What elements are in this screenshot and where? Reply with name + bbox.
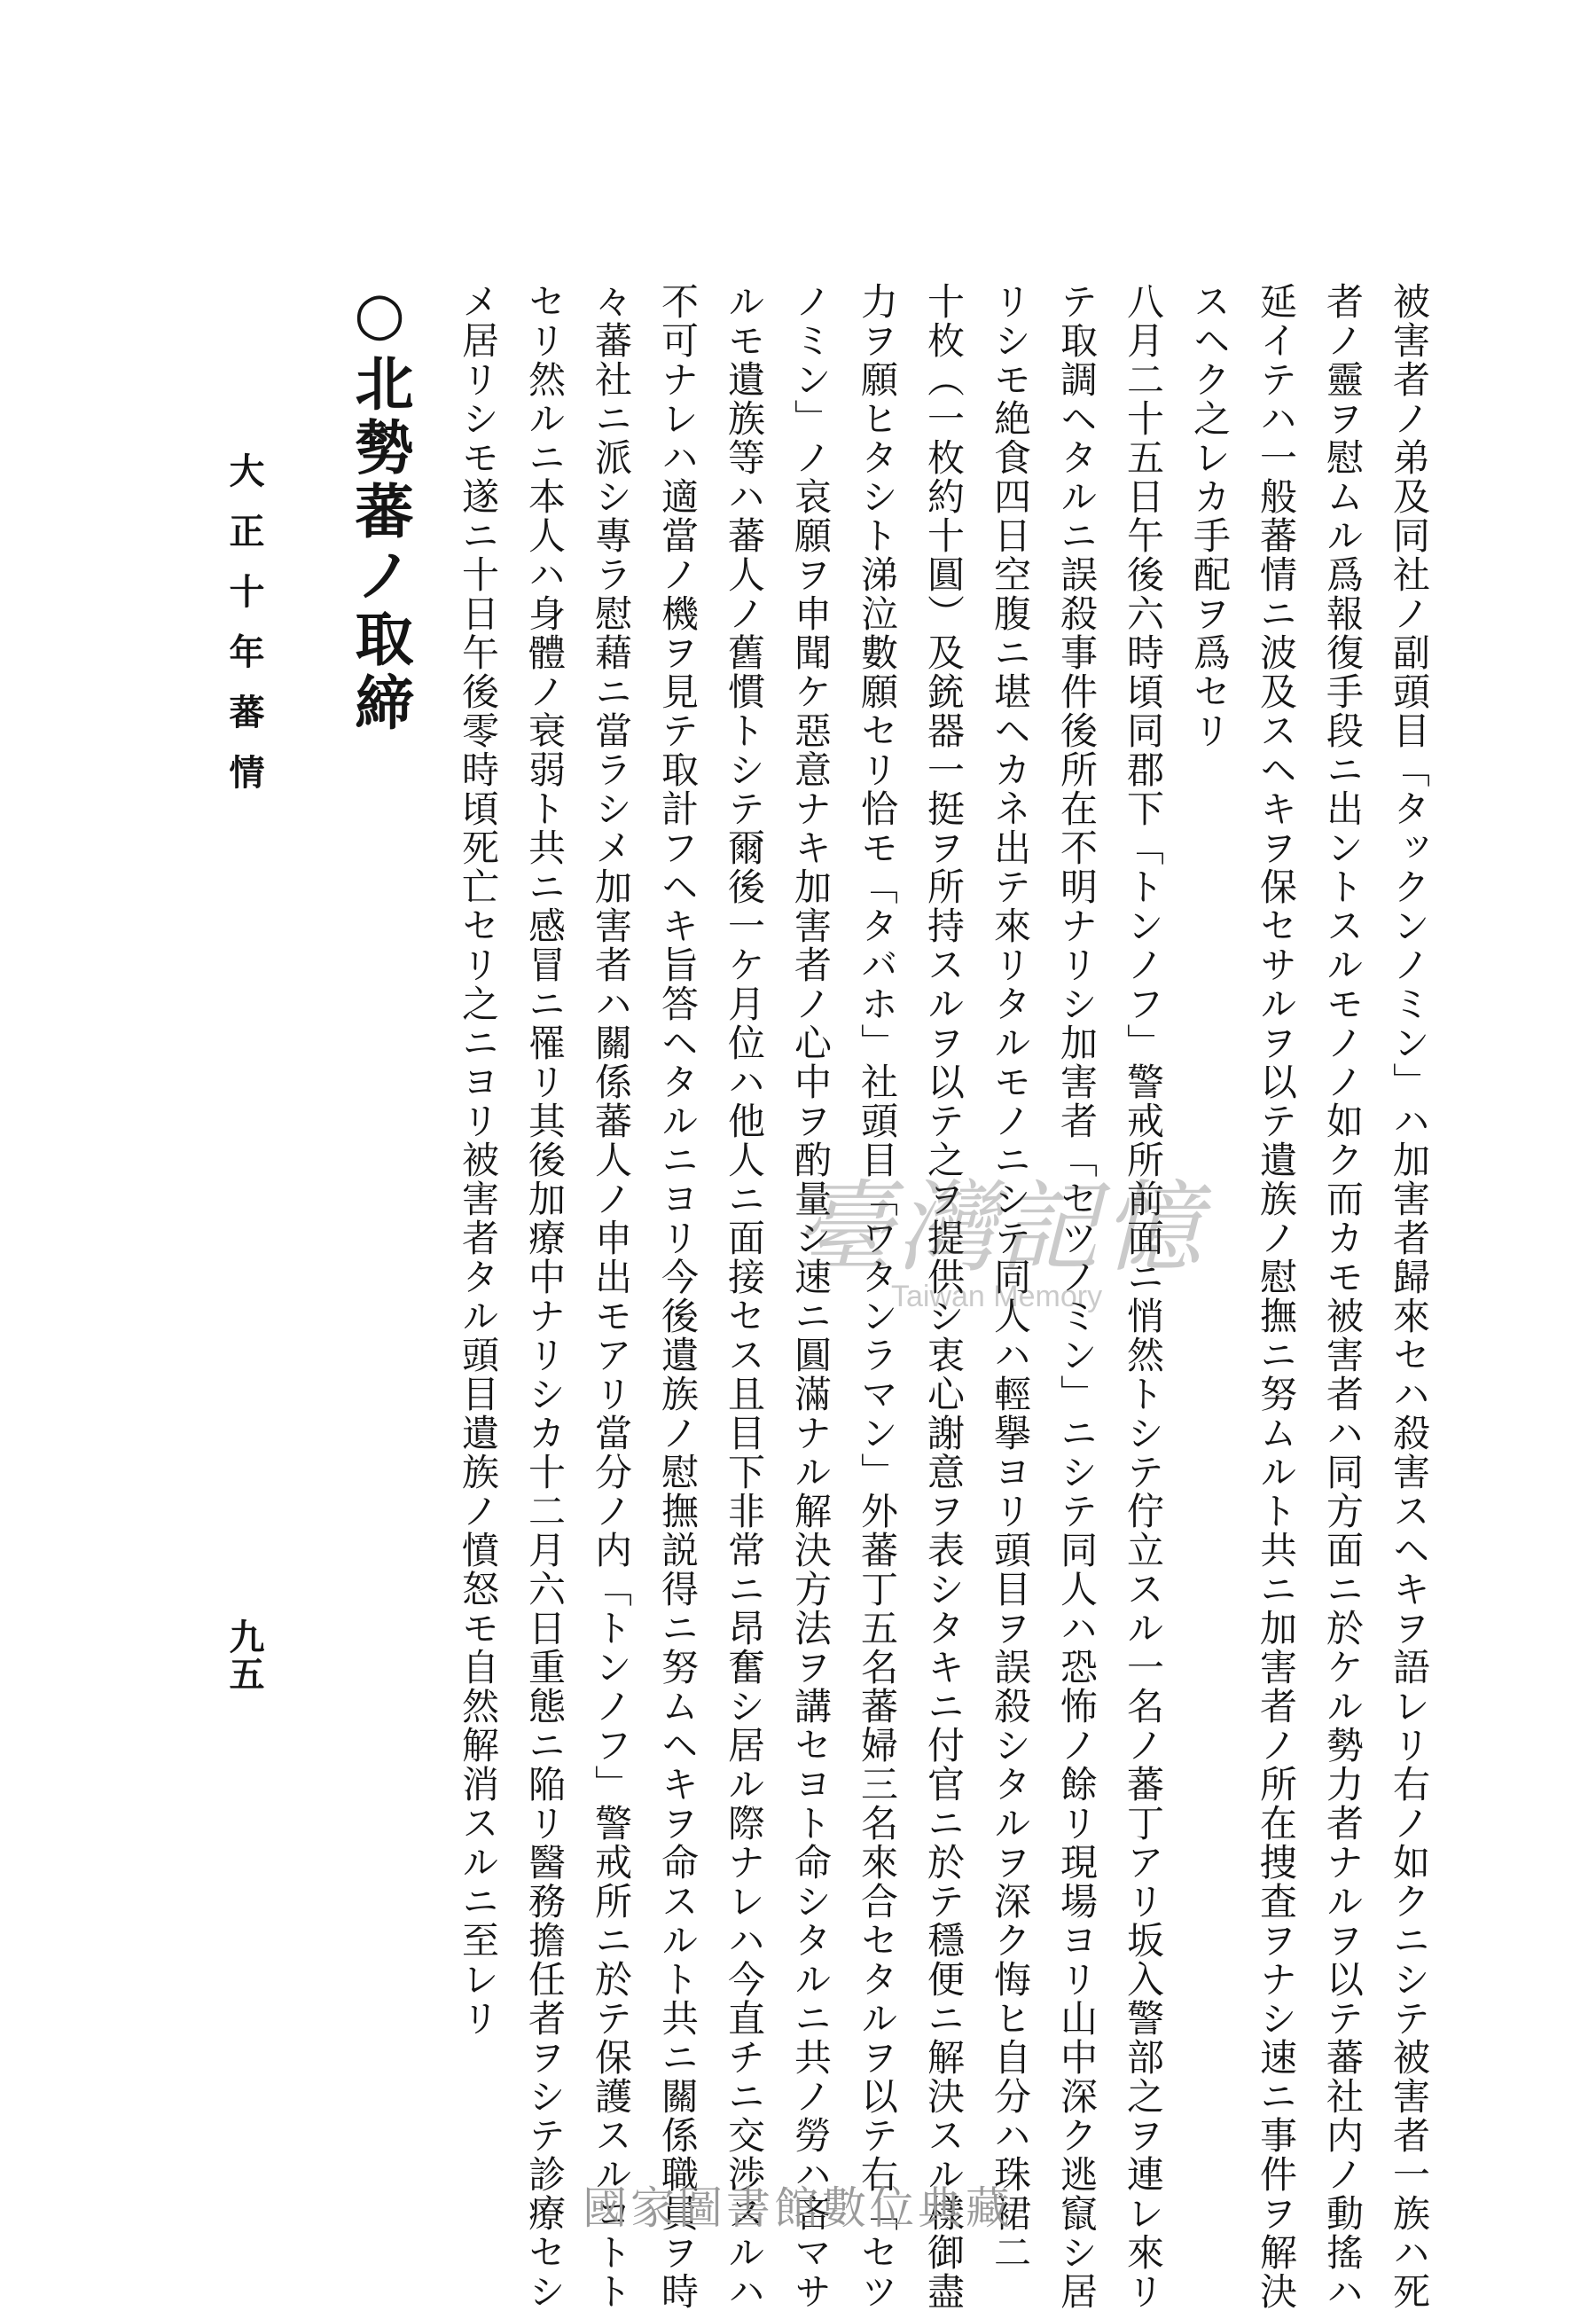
text-column: 者ノ靈ヲ慰ムル爲報復手段ニ出ントスルモノノ如ク而カモ被害者ハ同方面ニ於ケル勢力者ナルヲ以テ蕃社内ノ動搖ハ: [1321, 282, 1365, 2311]
text-column: メ居リシモ遂ニ十日午後零時頃死亡セリ之ニヨリ被害者タル頭目遺族ノ憤怒モ自然解消スルニ至レリ: [457, 282, 500, 2038]
text-column: 十枚（一枚約十圓）及銃器一挺ヲ所持スルヲ以テ之ヲ提供シ衷心謝意ヲ表シタキニ付官ニ於テ穩便ニ解決スル樣御盡: [922, 282, 966, 2311]
watermark: [794, 1148, 1290, 1326]
text-column: セリ然ルニ本人ハ身體ノ衰弱ト共ニ感冒ニ罹リ其後加療中ナリシカ十二月六日重態ニ陥リ醫務擔任者ヲシテ診療セシ: [523, 282, 567, 2311]
text-column: ルモ遺族等ハ蕃人ノ舊慣トシテ爾後一ケ月位ハ他人ニ面接セス且目下非常ニ昂奮シ居ル際ナレハ今直チニ交渉スルハ: [723, 282, 766, 2311]
watermark-logo-text: 臺灣記憶: [794, 1171, 1205, 1286]
text-column: 不可ナレハ適當ノ機ヲ見テ取計フヘキ旨答ヘタルニヨリ今後遺族ノ慰撫説得ニ努ムヘキヲ命スルト共ニ關係職員ヲ時: [656, 282, 700, 2311]
watermark-caption: Taiwan Memory: [891, 1280, 1103, 1313]
section-title: ○北勢蕃ノ取締: [345, 278, 414, 736]
footer-credit: 國家圖書館數位典藏: [583, 2182, 1013, 2234]
text-column: テ取調ヘタルニ誤殺事件後所在不明ナリシ加害者「セツノミン」ニシテ同人ハ恐怖ノ餘リ現場ヨリ山中深ク逃竄シ居: [1055, 282, 1099, 2311]
text-column: スヘク之レカ手配ヲ爲セリ: [1188, 282, 1232, 750]
page-number: 九五: [223, 1618, 265, 1693]
text-column: 延イテハ一般蕃情ニ波及スヘキヲ保セサルヲ以テ遺族ノ慰撫ニ努ムルト共ニ加害者ノ所在捜査ヲナシ速ニ事件ヲ解決: [1255, 282, 1298, 2311]
text-column: 力ヲ願ヒタシト涕泣數願セリ恰モ「タバホ」社頭目「ワタンラマン」外蕃丁五名蕃婦三名來合セタルヲ以テ右「セツ: [856, 282, 899, 2311]
text-column: リシモ絶食四日空腹ニ堪ヘカネ出テ來リタルモノニシテ同人ハ輕擧ヨリ頭目ヲ誤殺シタルヲ深ク悔ヒ自分ハ珠裙二: [989, 282, 1032, 2272]
text-column: 々蕃社ニ派シ專ラ慰藉ニ當ラシメ加害者ハ關係蕃人ノ申出モアリ當分ノ内「トンノフ」警戒所ニ於テ保護スルコトト: [590, 282, 633, 2311]
running-head: 大正十年蕃情: [223, 452, 265, 814]
text-column: ノミン」ノ哀願ヲ申聞ケ惡意ナキ加害者ノ心中ヲ酌量シ速ニ圓滿ナル解決方法ヲ講セヨト命シタルニ共ノ勞ハ吝マサ: [789, 282, 833, 2311]
text-column: 被害者ノ弟及同社ノ副頭目「タックンノミン」ハ加害者歸來セハ殺害スヘキヲ語レリ右ノ如クニシテ被害者一族ハ死: [1388, 282, 1431, 2311]
text-column: 八月二十五日午後六時頃同郡下「トンノフ」警戒所前面ニ悄然トシテ佇立スル一名ノ蕃丁アリ坂入警部之ヲ連レ來リ: [1122, 282, 1165, 2311]
